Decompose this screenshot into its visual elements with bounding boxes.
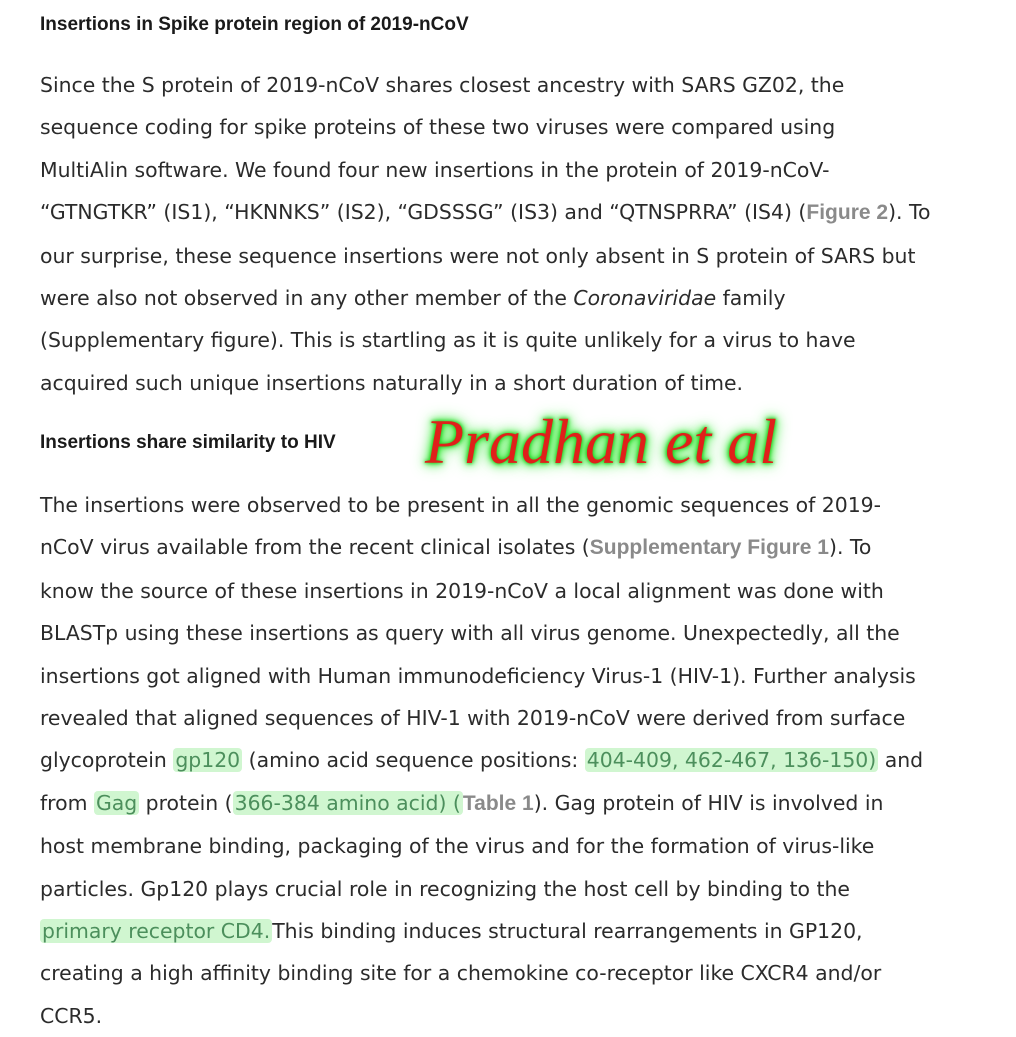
text-line: Since the S protein of 2019-nCoV shares closest ancestry with SARS GZ02, the: [40, 73, 845, 97]
text-segment: family: [716, 286, 786, 311]
text-line: CCR5.: [40, 1003, 103, 1028]
text-segment: ). Gag protein of HIV is involved in: [533, 790, 884, 815]
text-line: sequence coding for spike proteins of these two viruses were compared using: [40, 115, 836, 140]
text-line: revealed that aligned sequences of HIV-1 with 2019-nCoV were derived from surface: [40, 706, 906, 731]
text-line: our surprise, these sequence insertions were not only absent in S protein of SARS but: [40, 243, 916, 268]
text-line: [40, 782, 990, 825]
text-line: BLASTp using these insertions as query with all virus genome. Unexpectedly, all the: [40, 621, 900, 646]
highlight-gp120: gp120: [175, 748, 241, 773]
section-heading-hiv: Insertions share similarity to HIV: [40, 432, 336, 453]
figure-2-link[interactable]: Figure 2: [806, 201, 889, 225]
text-line: The insertions were observed to be present in all the genomic sequences of 2019-: [40, 493, 881, 517]
text-line: [40, 277, 990, 319]
highlight-positions: 404-409, 462-467, 136-150): [586, 748, 877, 773]
text-line: host membrane binding, packaging of the virus and for the formation of virus-like: [40, 834, 875, 859]
table-1-link[interactable]: Table 1: [462, 791, 534, 815]
supplementary-figure-1-link[interactable]: Supplementary Figure 1: [589, 536, 829, 560]
text-segment: protein (: [139, 790, 233, 815]
text-segment: “GTNGTKR” (IS1), “HKNNKS” (IS2), “GDSSSG” (IS3) and “QTNSPRRA” (IS4) (: [40, 200, 807, 225]
coronaviridae-italic: Coronaviridae: [573, 286, 717, 311]
text-line: [40, 526, 990, 569]
text-line: [40, 191, 990, 234]
text-line: acquired such unique insertions naturally in a short duration of time.: [40, 370, 744, 395]
paragraph-hiv-similarity: [40, 484, 990, 1037]
text-line: insertions got aligned with Human immunodeficiency Virus-1 (HIV-1). Further analysis: [40, 663, 916, 688]
text-line: [40, 739, 990, 781]
text-line: (Supplementary figure). This is startling as it is quite unlikely for a virus to have: [40, 328, 856, 353]
text-segment: nCoV virus available from the recent clinical isolates (: [40, 535, 590, 560]
text-segment: This binding induces structural rearrangements in GP120,: [272, 919, 863, 944]
text-segment: glycoprotein: [40, 748, 174, 773]
highlight-gag: Gag: [95, 790, 138, 815]
text-segment: from: [40, 790, 94, 815]
text-line: know the source of these insertions in 2019-nCoV a local alignment was done with: [40, 578, 884, 603]
highlight-amino-acid: 366-384 amino acid) (: [234, 790, 461, 815]
text-line: [40, 910, 990, 952]
text-segment: ). To: [888, 200, 931, 225]
watermark-text: Pradhan et al: [425, 406, 777, 477]
highlight-cd4: primary receptor CD4.: [42, 919, 271, 944]
text-segment: and: [878, 748, 924, 773]
section-heading-spike: Insertions in Spike protein region of 2019-nCoV: [40, 14, 469, 35]
text-line: MultiAlin software. We found four new insertions in the protein of 2019-nCoV-: [40, 157, 830, 182]
text-segment: were also not observed in any other member of the: [40, 286, 574, 311]
text-segment: ). To: [829, 535, 872, 560]
text-line: creating a high affinity binding site for a chemokine co-receptor like CXCR4 and/or: [40, 961, 882, 986]
text-line: particles. Gp120 plays crucial role in recognizing the host cell by binding to the: [40, 876, 850, 901]
text-segment: (amino acid sequence positions:: [242, 748, 585, 773]
paragraph-spike-insertions: [40, 64, 990, 404]
